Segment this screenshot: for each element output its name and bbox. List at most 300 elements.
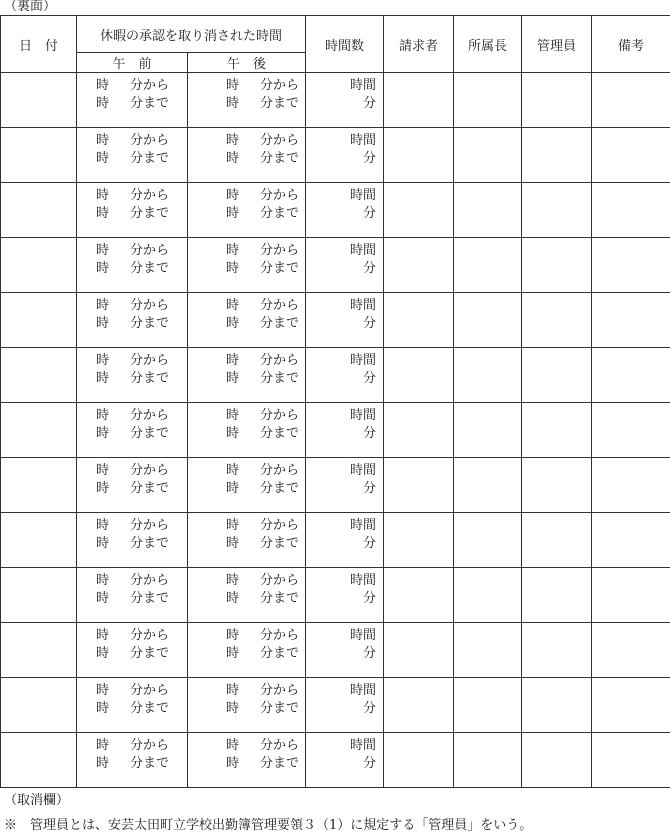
pm-from-line [188,407,305,425]
requester-cell[interactable] [384,458,454,513]
from-label: 分から [130,243,170,258]
date-cell[interactable] [1,183,77,238]
pm-to-line [188,480,305,498]
table-row [1,458,670,513]
pm-from-line [188,242,305,260]
from-label: 分から [260,408,300,423]
hour-label: 時 [226,591,240,606]
date-cell[interactable] [1,678,77,733]
pm-from-line [188,737,305,755]
requester-cell[interactable] [384,128,454,183]
hour-label: 時 [226,481,240,496]
hour-label: 時 [96,206,110,221]
am-to-line [77,700,187,718]
from-label: 分から [260,738,300,753]
hour-label: 時 [96,683,110,698]
hours-cell[interactable] [306,513,384,568]
date-cell[interactable] [1,458,77,513]
header-remarks: 備考 [592,16,670,73]
hours-unit-label: 時間 [350,738,377,753]
hour-label: 時 [226,133,240,148]
to-label: 分まで [130,316,170,331]
pm-to-line [188,205,305,223]
header-hours: 時間数 [306,16,384,73]
director-cell[interactable] [454,678,522,733]
am-to-line [77,590,187,608]
pm-to-line [188,315,305,333]
remarks-cell[interactable] [592,678,670,733]
requester-cell[interactable] [384,733,454,788]
pm-cell[interactable] [188,128,306,183]
table-row [1,403,670,458]
from-label: 分から [260,243,300,258]
minutes-unit-label: 分 [363,96,377,111]
minutes-unit-label: 分 [363,261,377,276]
remarks-cell[interactable] [592,238,670,293]
hour-label: 時 [226,96,240,111]
minutes-unit-label: 分 [363,371,377,386]
am-to-line [77,315,187,333]
hours-cell[interactable] [306,73,384,128]
remarks-cell[interactable] [592,73,670,128]
from-label: 分から [130,683,170,698]
to-label: 分まで [130,591,170,606]
hour-label: 時 [96,738,110,753]
hour-label: 時 [96,316,110,331]
header-cancelled-time: 休暇の承認を取り消された時間 [77,16,306,53]
pm-to-line [188,755,305,773]
remarks-cell[interactable] [592,183,670,238]
requester-cell[interactable] [384,403,454,458]
pm-cell[interactable] [188,678,306,733]
hour-label: 時 [96,591,110,606]
director-cell[interactable] [454,458,522,513]
to-label: 分まで [260,646,300,661]
hours-unit-label: 時間 [350,353,377,368]
am-cell[interactable] [77,348,188,403]
hour-label: 時 [226,206,240,221]
date-cell[interactable] [1,128,77,183]
hour-label: 時 [96,96,110,111]
am-from-line [77,572,187,590]
hour-label: 時 [226,151,240,166]
hours-unit-label: 時間 [350,518,377,533]
hours-cell[interactable] [306,183,384,238]
administrator-cell[interactable] [522,73,592,128]
pm-to-line [188,700,305,718]
table-body [1,73,670,788]
table-row [1,183,670,238]
hours-cell[interactable] [306,733,384,788]
hour-label: 時 [96,133,110,148]
administrator-cell[interactable] [522,623,592,678]
hours-unit-label: 時間 [350,298,377,313]
hours-cell[interactable] [306,348,384,403]
hour-label: 時 [96,536,110,551]
hour-label: 時 [96,628,110,643]
hour-label: 時 [226,316,240,331]
pm-from-line [188,627,305,645]
requester-cell[interactable] [384,348,454,403]
am-cell[interactable] [77,183,188,238]
hour-label: 時 [226,243,240,258]
from-label: 分から [260,573,300,588]
director-cell[interactable] [454,623,522,678]
am-cell[interactable] [77,458,188,513]
minutes-unit-label: 分 [363,536,377,551]
header-am: 午 前 [77,53,188,73]
pm-from-line [188,517,305,535]
pm-from-line [188,572,305,590]
minutes-unit-label: 分 [363,481,377,496]
cancellation-table [0,15,670,788]
from-label: 分から [260,298,300,313]
to-label: 分まで [130,646,170,661]
am-from-line [77,737,187,755]
from-label: 分から [260,683,300,698]
pm-cell[interactable] [188,733,306,788]
administrator-cell[interactable] [522,348,592,403]
administrator-cell[interactable] [522,183,592,238]
hours-cell[interactable] [306,128,384,183]
requester-cell[interactable] [384,513,454,568]
hours-unit-label: 時間 [350,243,377,258]
hour-label: 時 [226,756,240,771]
minutes-unit-label: 分 [363,316,377,331]
to-label: 分まで [260,151,300,166]
hour-label: 時 [96,518,110,533]
director-cell[interactable] [454,348,522,403]
am-from-line [77,517,187,535]
header-requester: 請求者 [384,16,454,73]
hour-label: 時 [226,188,240,203]
hour-label: 時 [96,481,110,496]
hour-label: 時 [226,738,240,753]
administrator-cell[interactable] [522,128,592,183]
hour-label: 時 [96,463,110,478]
am-cell[interactable] [77,403,188,458]
am-cell[interactable] [77,678,188,733]
table-row [1,293,670,348]
pm-to-line [188,425,305,443]
remarks-cell[interactable] [592,128,670,183]
pm-from-line [188,297,305,315]
pm-from-line [188,77,305,95]
am-from-line [77,352,187,370]
remarks-cell[interactable] [592,623,670,678]
hour-label: 時 [226,683,240,698]
pm-to-line [188,590,305,608]
from-label: 分から [130,78,170,93]
am-from-line [77,627,187,645]
to-label: 分まで [260,96,300,111]
to-label: 分まで [130,701,170,716]
minutes-unit-label: 分 [363,591,377,606]
hour-label: 時 [226,628,240,643]
hours-unit-label: 時間 [350,628,377,643]
hours-unit-label: 時間 [350,78,377,93]
hours-cell[interactable] [306,568,384,623]
from-label: 分から [130,738,170,753]
hour-label: 時 [96,188,110,203]
requester-cell[interactable] [384,238,454,293]
remarks-cell[interactable] [592,348,670,403]
hour-label: 時 [226,573,240,588]
am-to-line [77,260,187,278]
to-label: 分まで [130,756,170,771]
am-to-line [77,535,187,553]
pm-cell[interactable] [188,293,306,348]
to-label: 分まで [130,426,170,441]
administrator-cell[interactable] [522,458,592,513]
hour-label: 時 [96,298,110,313]
table-row [1,238,670,293]
director-cell[interactable] [454,73,522,128]
footnote: ※ 管理員とは、安芸太田町立学校出勤簿管理要領３（1）に規定する「管理員」をいう。 [4,818,533,833]
to-label: 分まで [260,206,300,221]
date-cell[interactable] [1,568,77,623]
table-row [1,348,670,403]
hour-label: 時 [226,353,240,368]
am-cell[interactable] [77,513,188,568]
hours-cell[interactable] [306,623,384,678]
to-label: 分まで [130,536,170,551]
am-cell[interactable] [77,568,188,623]
pm-cell[interactable] [188,458,306,513]
am-from-line [77,132,187,150]
caption-bottom: （取消欄） [4,793,70,808]
to-label: 分まで [260,756,300,771]
from-label: 分から [130,188,170,203]
from-label: 分から [130,518,170,533]
date-cell[interactable] [1,348,77,403]
from-label: 分から [260,463,300,478]
requester-cell[interactable] [384,568,454,623]
pm-cell[interactable] [188,568,306,623]
remarks-cell[interactable] [592,458,670,513]
hour-label: 時 [96,243,110,258]
hour-label: 時 [226,261,240,276]
am-from-line [77,187,187,205]
am-from-line [77,462,187,480]
hours-unit-label: 時間 [350,463,377,478]
table-row [1,678,670,733]
hour-label: 時 [226,426,240,441]
am-to-line [77,205,187,223]
table-row [1,568,670,623]
am-cell[interactable] [77,733,188,788]
hour-label: 時 [226,701,240,716]
am-from-line [77,682,187,700]
hour-label: 時 [96,151,110,166]
from-label: 分から [260,353,300,368]
hour-label: 時 [226,371,240,386]
hour-label: 時 [96,701,110,716]
hour-label: 時 [226,78,240,93]
pm-from-line [188,187,305,205]
requester-cell[interactable] [384,293,454,348]
date-cell[interactable] [1,733,77,788]
am-cell[interactable] [77,293,188,348]
pm-to-line [188,150,305,168]
am-to-line [77,480,187,498]
am-to-line [77,645,187,663]
pm-cell[interactable] [188,183,306,238]
pm-cell[interactable] [188,238,306,293]
am-cell[interactable] [77,128,188,183]
pm-to-line [188,645,305,663]
from-label: 分から [130,463,170,478]
director-cell[interactable] [454,568,522,623]
remarks-cell[interactable] [592,733,670,788]
from-label: 分から [260,133,300,148]
hours-cell[interactable] [306,293,384,348]
header-date: 日 付 [1,16,77,73]
hour-label: 時 [226,408,240,423]
director-cell[interactable] [454,403,522,458]
am-to-line [77,95,187,113]
to-label: 分まで [130,481,170,496]
am-to-line [77,425,187,443]
caption-top: （裏面） [4,0,57,14]
hours-cell[interactable] [306,238,384,293]
to-label: 分まで [260,481,300,496]
pm-to-line [188,370,305,388]
from-label: 分から [130,353,170,368]
to-label: 分まで [260,316,300,331]
requester-cell[interactable] [384,678,454,733]
director-cell[interactable] [454,293,522,348]
pm-cell[interactable] [188,403,306,458]
pm-to-line [188,260,305,278]
pm-cell[interactable] [188,348,306,403]
hour-label: 時 [226,518,240,533]
to-label: 分まで [260,371,300,386]
hours-unit-label: 時間 [350,408,377,423]
to-label: 分まで [260,261,300,276]
from-label: 分から [260,188,300,203]
minutes-unit-label: 分 [363,206,377,221]
header-administrator: 管理員 [522,16,592,73]
hour-label: 時 [96,353,110,368]
director-cell[interactable] [454,513,522,568]
from-label: 分から [130,133,170,148]
administrator-cell[interactable] [522,238,592,293]
hours-unit-label: 時間 [350,133,377,148]
am-cell[interactable] [77,238,188,293]
pm-cell[interactable] [188,73,306,128]
minutes-unit-label: 分 [363,756,377,771]
date-cell[interactable] [1,238,77,293]
minutes-unit-label: 分 [363,701,377,716]
pm-from-line [188,352,305,370]
am-from-line [77,242,187,260]
administrator-cell[interactable] [522,403,592,458]
to-label: 分まで [130,371,170,386]
from-label: 分から [130,573,170,588]
director-cell[interactable] [454,733,522,788]
from-label: 分から [130,628,170,643]
table-row [1,513,670,568]
to-label: 分まで [130,261,170,276]
hour-label: 時 [226,463,240,478]
director-cell[interactable] [454,183,522,238]
hours-unit-label: 時間 [350,573,377,588]
from-label: 分から [260,628,300,643]
hour-label: 時 [226,298,240,313]
date-cell[interactable] [1,623,77,678]
pm-to-line [188,535,305,553]
pm-cell[interactable] [188,623,306,678]
administrator-cell[interactable] [522,733,592,788]
table-row [1,128,670,183]
administrator-cell[interactable] [522,568,592,623]
am-cell[interactable] [77,73,188,128]
administrator-cell[interactable] [522,513,592,568]
minutes-unit-label: 分 [363,426,377,441]
am-from-line [77,407,187,425]
requester-cell[interactable] [384,623,454,678]
from-label: 分から [130,298,170,313]
remarks-cell[interactable] [592,513,670,568]
remarks-cell[interactable] [592,403,670,458]
hours-cell[interactable] [306,678,384,733]
remarks-cell[interactable] [592,568,670,623]
pm-from-line [188,132,305,150]
am-to-line [77,370,187,388]
administrator-cell[interactable] [522,293,592,348]
to-label: 分まで [130,151,170,166]
date-cell[interactable] [1,293,77,348]
date-cell[interactable] [1,73,77,128]
to-label: 分まで [260,701,300,716]
header-director: 所属長 [454,16,522,73]
am-from-line [77,77,187,95]
date-cell[interactable] [1,513,77,568]
am-cell[interactable] [77,623,188,678]
am-to-line [77,150,187,168]
am-from-line [77,297,187,315]
pm-from-line [188,682,305,700]
requester-cell[interactable] [384,183,454,238]
date-cell[interactable] [1,403,77,458]
hours-unit-label: 時間 [350,188,377,203]
hour-label: 時 [96,756,110,771]
pm-to-line [188,95,305,113]
header-pm: 午 後 [188,53,306,73]
hours-unit-label: 時間 [350,683,377,698]
hour-label: 時 [96,78,110,93]
hour-label: 時 [96,646,110,661]
from-label: 分から [130,408,170,423]
director-cell[interactable] [454,238,522,293]
administrator-cell[interactable] [522,678,592,733]
to-label: 分まで [260,536,300,551]
from-label: 分から [260,78,300,93]
pm-cell[interactable] [188,513,306,568]
hour-label: 時 [96,573,110,588]
from-label: 分から [260,518,300,533]
table-row [1,623,670,678]
remarks-cell[interactable] [592,293,670,348]
director-cell[interactable] [454,128,522,183]
hours-cell[interactable] [306,403,384,458]
requester-cell[interactable] [384,73,454,128]
to-label: 分まで [130,206,170,221]
table-row [1,733,670,788]
hours-cell[interactable] [306,458,384,513]
hour-label: 時 [96,408,110,423]
